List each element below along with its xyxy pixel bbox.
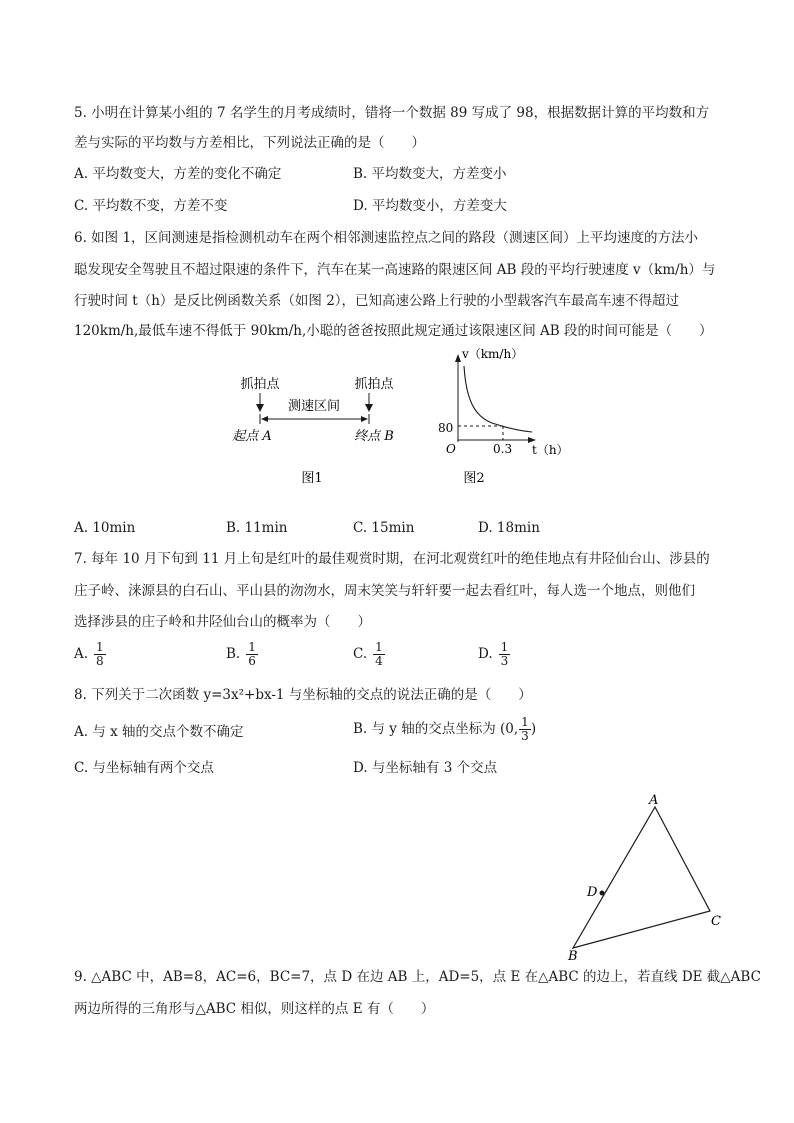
fraction-denominator: 4 bbox=[375, 654, 383, 668]
fraction-numerator: 1 bbox=[521, 715, 529, 729]
q8-option-d[interactable]: D. 与坐标轴有 3 个交点 bbox=[353, 760, 498, 776]
q8-option-a[interactable]: A. 与 x 轴的交点个数不确定 bbox=[74, 724, 244, 740]
q6-stem-line3: 行驶时间 t（h）是反比例函数关系（如图 2），已知高速公路上行驶的小型载客汽车最高车速不得超过 bbox=[74, 293, 680, 309]
q7-option-d-fraction bbox=[499, 641, 511, 668]
q6-stem-line4: 120km/h,最低车速不得低于 90km/h,小聪的爸爸按照此规定通过该限速区间 AB 段的时间可能是（ ） bbox=[74, 323, 713, 339]
q7-option-d[interactable] bbox=[478, 641, 510, 668]
fig2-y-axis-arrow bbox=[455, 354, 461, 362]
q6-option-d[interactable]: D. 18min bbox=[478, 520, 540, 536]
q8-option-b-text: B. 与 y 轴的交点坐标为 bbox=[353, 721, 496, 737]
q5-stem-line1: 5. 小明在计算某小组的 7 名学生的月考成绩时，错将一个数据 89 写成了 98，根据数据计算的平均数和方 bbox=[74, 105, 710, 121]
q7-stem-line3: 选择涉县的庄子岭和井陉仙台山的概率为（ ） bbox=[74, 614, 371, 630]
q7-option-d-label: D. bbox=[478, 646, 493, 662]
point-d bbox=[600, 891, 605, 896]
fig1-zone-arrow-right bbox=[361, 416, 368, 422]
fraction-denominator: 6 bbox=[248, 654, 256, 668]
q8-option-c[interactable]: C. 与坐标轴有两个交点 bbox=[74, 760, 214, 776]
fig1-zone-arrow-left bbox=[261, 416, 268, 422]
fig2-x-label: t（h） bbox=[532, 443, 569, 457]
q7-option-a-fraction bbox=[94, 641, 106, 668]
fraction-denominator: 8 bbox=[96, 654, 104, 668]
q7-option-c-fraction bbox=[373, 641, 385, 668]
q8-option-b-point-close: ) bbox=[530, 721, 537, 737]
q8-option-b-fraction bbox=[519, 716, 531, 743]
q7-option-a[interactable] bbox=[74, 641, 106, 668]
fig1-camera-left-arrowhead bbox=[256, 404, 264, 412]
q5-option-c[interactable]: C. 平均数不变，方差不变 bbox=[74, 198, 228, 214]
vertex-c-label: C bbox=[711, 914, 721, 929]
fraction-denominator: 3 bbox=[500, 654, 509, 668]
q8-option-b-point-open: (0, bbox=[500, 721, 519, 737]
fig1-camera-right-arrowhead bbox=[365, 404, 373, 412]
fraction-numerator: 1 bbox=[500, 640, 509, 654]
vertex-a-label: A bbox=[649, 793, 659, 808]
q7-option-c-label: C. bbox=[353, 646, 368, 662]
q5-option-d[interactable]: D. 平均数变小，方差变大 bbox=[353, 198, 507, 214]
fig2-caption: 图2 bbox=[463, 471, 485, 486]
q6-option-b[interactable]: B. 11min bbox=[226, 520, 288, 536]
fig1-caption: 图1 bbox=[301, 471, 323, 486]
fig2-origin-label: O bbox=[446, 442, 456, 456]
fig2-y-label: v（km/h） bbox=[462, 347, 524, 361]
fig2-curve bbox=[464, 366, 532, 432]
q7-option-b[interactable] bbox=[226, 641, 258, 668]
fraction-numerator: 1 bbox=[248, 640, 256, 654]
q9-triangle-figure bbox=[560, 788, 740, 968]
q6-stem-line2: 聪发现安全驾驶且不超过限速的条件下，汽车在某一高速路的限速区间 AB 段的平均行驶速度 v（km/h）与 bbox=[74, 262, 716, 278]
fig1-camera-right-label: 抓拍点 bbox=[354, 377, 394, 392]
point-d-label: D bbox=[587, 885, 598, 900]
q5-option-a[interactable]: A. 平均数变大，方差的变化不确定 bbox=[74, 166, 282, 182]
q7-option-c[interactable] bbox=[353, 641, 385, 668]
q7-option-b-fraction bbox=[246, 641, 258, 668]
fig2-x-tick-label: 0.3 bbox=[493, 442, 513, 456]
q7-stem-line1: 7. 每年 10 月下旬到 11 月上旬是红叶的最佳观赏时期，在河北观赏红叶的绝佳地点有井陉仙台山、涉县的 bbox=[74, 551, 710, 567]
q8-stem-line1: 8. 下列关于二次函数 y=3x²+bx-1 与坐标轴的交点的说法正确的是（ ） bbox=[74, 687, 532, 703]
q9-stem-line1: 9. △ABC 中，AB=8，AC=6，BC=7，点 D 在边 AB 上，AD=5，点 E 在△ABC 的边上，若直线 DE 截△ABC bbox=[74, 969, 761, 985]
q6-stem-line1: 6. 如图 1，区间测速是指检测机动车在两个相邻测速监控点之间的路段（测速区间）上平均速度的方法小 bbox=[74, 230, 699, 246]
fig2-y-tick-label: 80 bbox=[438, 421, 454, 435]
fraction-numerator: 1 bbox=[375, 640, 383, 654]
q8-option-b[interactable] bbox=[353, 716, 536, 743]
fig1-start-label: 起点 A bbox=[232, 429, 272, 444]
fraction-denominator: 3 bbox=[521, 729, 529, 743]
q9-stem-line2: 两边所得的三角形与△ABC 相似，则这样的点 E 有（ ） bbox=[74, 1001, 435, 1017]
q7-option-b-label: B. bbox=[226, 646, 241, 662]
q6-option-c[interactable]: C. 15min bbox=[353, 520, 415, 536]
q7-option-a-label: A. bbox=[74, 646, 89, 662]
q7-stem-line2: 庄子岭、涞源县的白石山、平山县的沕沕水，周末笑笑与轩轩要一起去看红叶，每人选一个地点，则他们 bbox=[74, 583, 695, 599]
fig1-end-label: 终点 B bbox=[354, 429, 394, 444]
q6-option-a[interactable]: A. 10min bbox=[74, 520, 136, 536]
vertex-b-label: B bbox=[568, 949, 578, 964]
fig1-camera-left-label: 抓拍点 bbox=[240, 377, 280, 392]
fig1-zone-label: 测速区间 bbox=[287, 399, 341, 414]
q5-stem-line2: 差与实际的平均数与方差相比，下列说法正确的是（ ） bbox=[74, 135, 425, 151]
figure-1-speed-zone bbox=[222, 368, 412, 488]
q5-option-b[interactable]: B. 平均数变大，方差变小 bbox=[353, 166, 507, 182]
figure-2-vt-graph bbox=[432, 344, 572, 488]
triangle-abc bbox=[573, 807, 710, 948]
fraction-numerator: 1 bbox=[96, 640, 104, 654]
